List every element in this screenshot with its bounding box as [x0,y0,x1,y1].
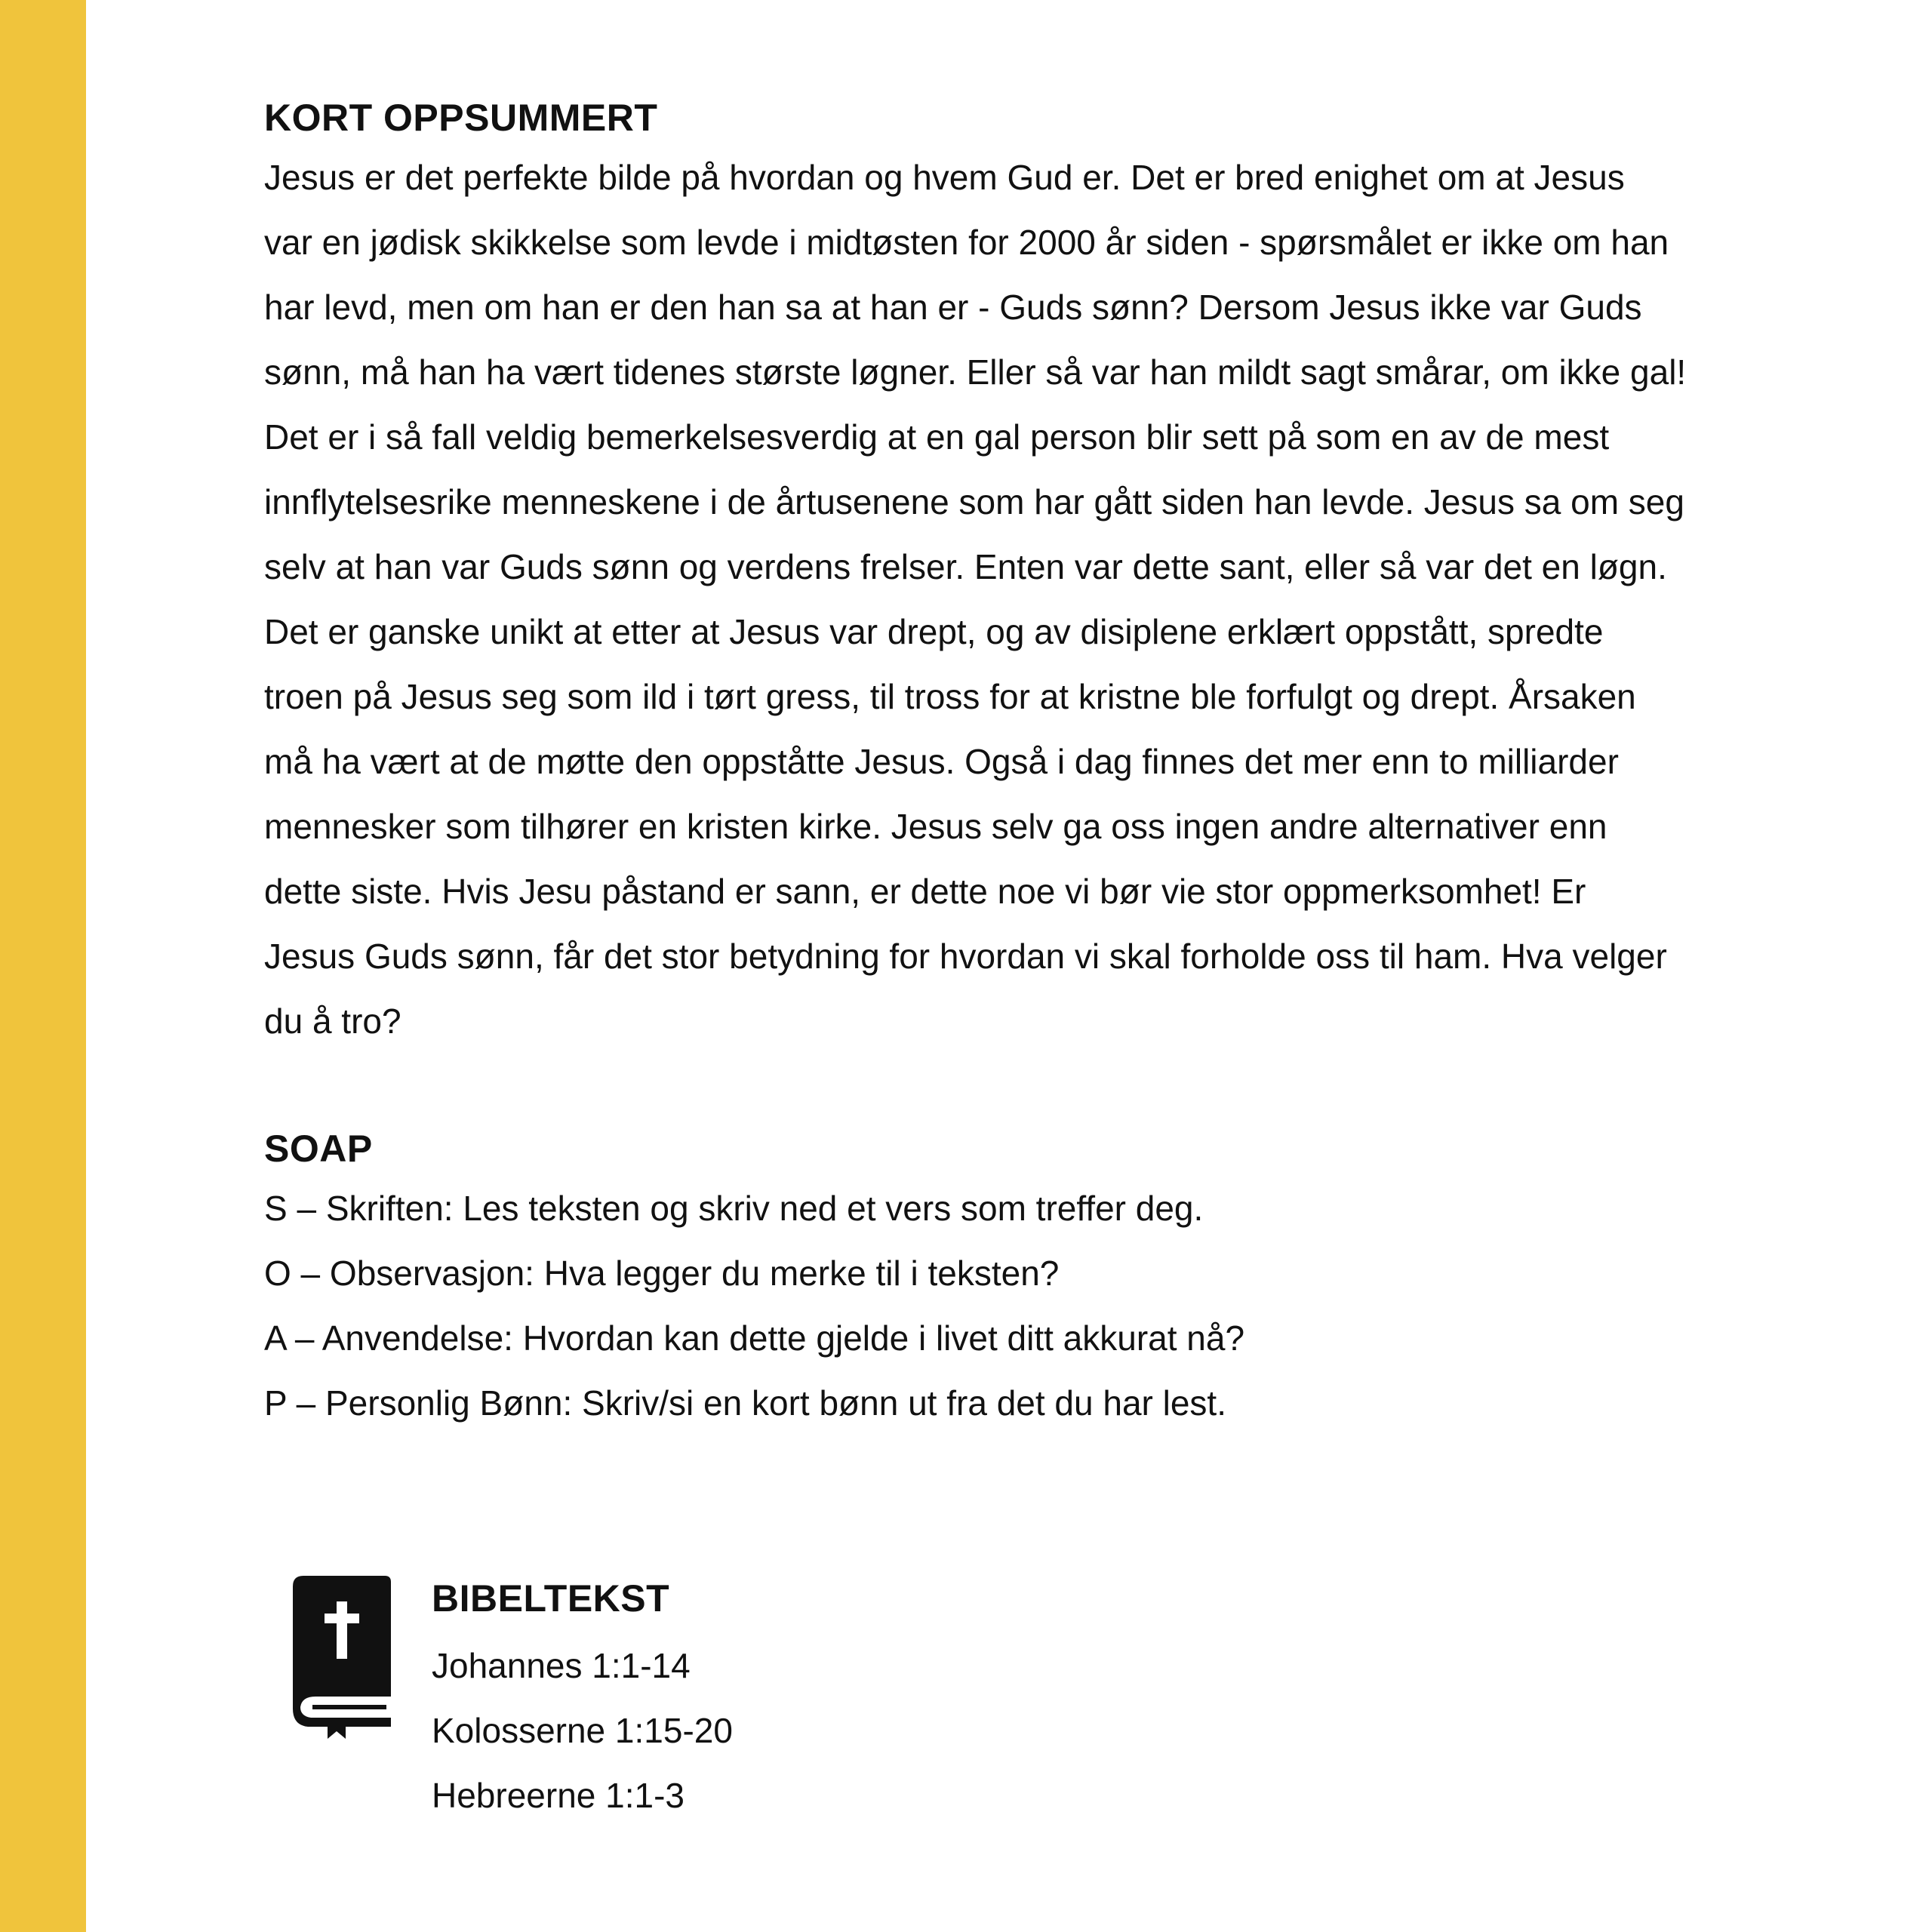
soap-item-prayer: P – Personlig Bønn: Skriv/si en kort bønn ut fra det du har lest. [264,1383,1226,1423]
summary-section [264,91,1774,1054]
summary-line: har levd, men om han er den han sa at han er - Guds sønn? Dersom Jesus ikke var Guds [264,288,1642,327]
soap-item-application: A – Anvendelse: Hvordan kan dette gjelde i livet ditt akkurat nå? [264,1318,1245,1358]
soap-list [264,1176,1774,1435]
summary-line: sønn, må han ha vært tidenes største løgner. Eller så var han mildt sagt smårar, om ikke gal! [264,352,1687,392]
summary-line: var en jødisk skikkelse som levde i midtøsten for 2000 år siden - spørsmålet er ikke om han [264,223,1669,262]
summary-line: må ha vært at de møtte den oppståtte Jesus. Også i dag finnes det mer enn to milliarder [264,742,1619,781]
summary-line: Det er ganske unikt at etter at Jesus var drept, og av disiplene erklært oppstått, spredte [264,612,1604,651]
summary-line: Det er i så fall veldig bemerkelsesverdig at en gal person blir sett på som en av de mest [264,417,1610,457]
bible-icon [293,1576,391,1739]
soap-section [264,1121,1774,1435]
summary-line: Jesus Guds sønn, får det stor betydning for hvordan vi skal forholde oss til ham. Hva velger [264,937,1667,976]
summary-line: du å tro? [264,1001,401,1041]
bible-reference: Hebreerne 1:1-3 [432,1776,685,1815]
bible-text [432,1571,733,1828]
bible-heading: BIBELTEKST [432,1577,670,1620]
bible-reference: Johannes 1:1-14 [432,1646,691,1685]
soap-item-scripture: S – Skriften: Les teksten og skriv ned et vers som treffer deg. [264,1189,1204,1228]
accent-side-bar [0,0,86,1932]
bible-text-block [293,1571,733,1828]
summary-line: mennesker som tilhører en kristen kirke. Jesus selv ga oss ingen andre alternativer enn [264,807,1607,846]
summary-line: selv at han var Guds sønn og verdens frelser. Enten var dette sant, eller så var det en løgn. [264,547,1667,586]
summary-heading: KORT OPPSUMMERT [264,97,658,139]
summary-line: innflytelsesrike menneskene i de årtusenene som har gått siden han levde. Jesus sa om seg [264,482,1684,521]
soap-heading: SOAP [264,1128,373,1170]
summary-line: dette siste. Hvis Jesu påstand er sann, er dette noe vi bør vie stor oppmerksomhet! Er [264,872,1586,911]
soap-item-observation: O – Observasjon: Hva legger du merke til i teksten? [264,1254,1060,1293]
bible-reference: Kolosserne 1:15-20 [432,1711,733,1750]
bible-reference-list [432,1633,733,1828]
main-content [264,91,1774,1435]
summary-body [264,145,1774,1054]
summary-line: Jesus er det perfekte bilde på hvordan og hvem Gud er. Det er bred enighet om at Jesus [264,158,1625,197]
summary-line: troen på Jesus seg som ild i tørt gress, til tross for at kristne ble forfulgt og drept. Årsaken [264,677,1636,716]
